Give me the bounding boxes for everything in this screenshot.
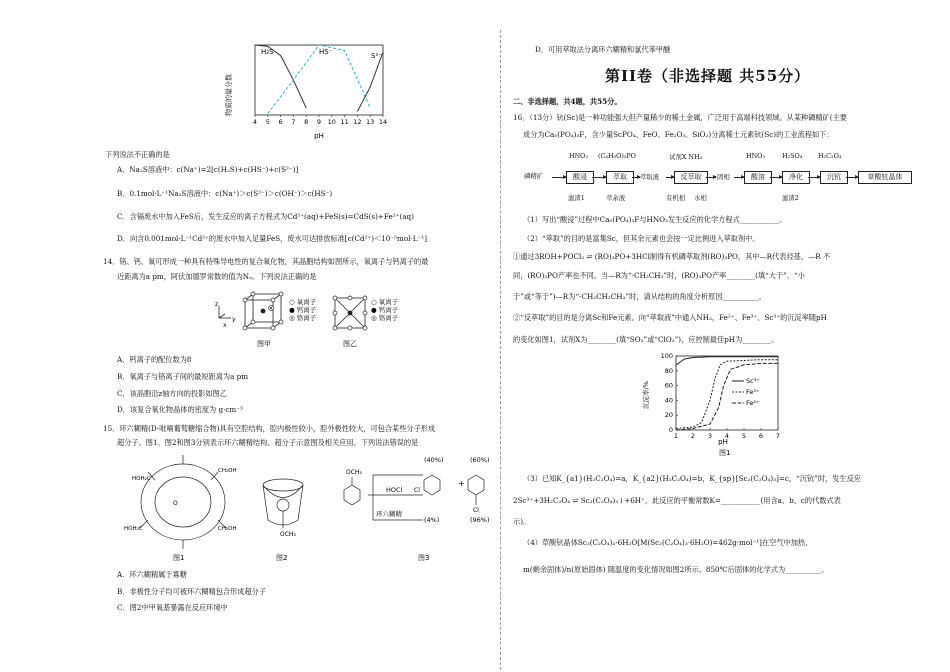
q14-stem-line1: 14．铬、钙、氧可形成一种具有特殊导电性的复合氧化物，其晶胞结构如图所示，氧离子与钙离子的最 (103, 257, 429, 266)
precipitation-chart (640, 350, 790, 458)
x-tick-label: 10 (327, 118, 336, 126)
q16-part4a: （4）草酸钪晶体Sc₂(C₂O₄)₃·6H₂O[M(Sc₂(C₂O₄)₃·6H₂O)=462g·mol⁻¹]在空气中加热， (523, 538, 813, 547)
svg-text:CH₂OH: CH₂OH (218, 526, 237, 532)
y-tick-label: 60 (664, 381, 673, 390)
legend-label: Fe³⁺ (746, 388, 760, 396)
flow-out-2: 萃余液 (606, 194, 626, 202)
chart-xlabel: pH (718, 438, 728, 446)
svg-text:y: y (232, 316, 236, 323)
y-tick-label: 80 (664, 366, 673, 375)
hocl-label: HOCl (386, 486, 403, 494)
q15-option-b: B．非极性分子均可被环六糊精包合形成超分子 (117, 587, 267, 596)
svg-text:OCH₃: OCH₃ (280, 531, 296, 538)
flow-out-1: 滤渣1 (568, 194, 585, 202)
plot-frame (676, 356, 778, 430)
q16-part3c: 示)。 (513, 517, 531, 526)
x-tick-label: 6 (758, 432, 764, 440)
series-line (676, 363, 778, 430)
x-tick-label: 2 (690, 432, 696, 440)
x-tick-label: 4 (252, 118, 258, 126)
series-line (357, 52, 383, 112)
x-tick-label: 8 (304, 118, 309, 126)
x-tick-label: 1 (673, 432, 679, 440)
cyclodextrin-figures (118, 450, 498, 565)
x-tick-label: 4 (724, 432, 730, 440)
flow-out-3a: 有机相 (666, 194, 686, 202)
x-tick-label: 6 (278, 118, 283, 126)
flow-reagent-4: HNO₃ (746, 152, 765, 160)
q14-option-a: A．钙离子的配位数为8 (117, 355, 192, 364)
svg-text:HOH₂C: HOH₂C (124, 526, 143, 532)
flow-reagent-6: H₂C₂O₄ (818, 152, 842, 160)
legend-calcium-2: ● 钙离子 (371, 306, 399, 314)
chart-ylabel: 沉淀率/% (642, 381, 650, 409)
svg-text:x: x (223, 322, 227, 329)
yield-96: (96%) (470, 516, 490, 524)
q16-part2e: 的变化如图1，试剂X为________(填“SO₂”或“ClO₂”)，应控制最佳pH为________。 (513, 335, 779, 344)
y-axis-label: 物质的量分数 (225, 74, 233, 116)
svg-text:Cl: Cl (473, 507, 479, 514)
legend-oxygen: ○ 氧离子 (289, 298, 317, 306)
yield-4: (4%) (424, 516, 440, 524)
x-tick-label: 12 (353, 118, 362, 126)
legend-label: Sc³⁺ (746, 377, 760, 385)
fig1-right-caption: 图1 (719, 449, 731, 457)
x-tick-label: 9 (316, 118, 322, 126)
svg-text:OCH₃: OCH₃ (346, 469, 362, 476)
process-flow (524, 150, 944, 210)
q14-option-b: B．氧离子与铬离子间的最短距离为a pm (117, 372, 249, 381)
flow-mid-1: 萃取液 (640, 173, 660, 181)
flow-box-purify: 净化 (782, 171, 810, 184)
flow-reagent-5: H₂SO₄ (782, 152, 803, 160)
q16-part1: （1）写出“酸浸”过程中Ca₅(PO₄)₃F与HNO₃发生反应的化学方程式___________。 (523, 215, 787, 224)
legend-oxygen-2: ○ 氧离子 (371, 298, 399, 306)
x-tick-label: 13 (366, 118, 375, 126)
q16-part2b: 同，(RO)₃PO产率也不同。当—R为“-CH₂CH₃”时，(RO)₃PO产率________(填“大于”、“小 (513, 271, 805, 280)
q16-part3a: （3）已知K_{a1}(H₂C₂O₄)=a，K_{a2}(H₂C₂O₄)=b，K_{sp}[Sc₂(C₂O₄)₃]=c，“沉钪”时，发生反应 (523, 474, 861, 483)
flow-box-product: 草酸钪晶体 (858, 171, 912, 184)
x-tick-label: 7 (775, 432, 781, 440)
q15-stem-line1: 15．环六糊精(D-吡喃葡萄糖缩合物)具有空腔结构，腔内极性较小，腔外极性较大，可包合某些分子形成 (103, 424, 436, 433)
series-label: HS⁻ (319, 48, 333, 56)
q15-option-d: D．可用萃取法分离环六糊精和氯代苯甲醚 (535, 45, 671, 54)
legend-label: Fe²⁺ (746, 399, 760, 407)
flow-reagent-3: 试剂X NH₃ (669, 153, 703, 161)
flow-out-5: 滤渣2 (782, 194, 799, 202)
y-tick-label: 40 (664, 396, 673, 405)
fig-yi-caption: 图乙 (343, 340, 357, 348)
q16-part4b: m(剩余固体)/n(原始固体) 随温度的变化情况如图2所示。850℃后固体的化学式为__________。 (523, 565, 829, 574)
q13-option-b: B．0.1mol·L⁻¹Na₂S溶液中：c(Na⁺)＞c(S²⁻)＞c(OH⁻)＞c(HS⁻) (117, 189, 333, 198)
flow-out-3b: 水相 (694, 194, 707, 202)
svg-text:O: O (173, 500, 178, 507)
column-divider (500, 30, 501, 670)
flow-box-acid-leach: 酸浸 (566, 171, 594, 184)
flow-box-acid-dissolve: 酸溶 (744, 171, 772, 184)
q16-part3b: 2Sc³⁺+3H₂C₂O₄ ⇌ Sc₂(C₂O₄)₃↓+6H⁺，此反应的平衡常数K=___________(用含a、b、c的代数式表 (513, 496, 841, 505)
flow-mid-2: 固相 (717, 173, 730, 181)
q13-option-d: D．向含0.001mol·L⁻¹Cd²⁺的废水中加入足量FeS，废水可达排放标准[c(Cd²⁺)＜10⁻⁵mol·L⁻¹] (117, 234, 428, 243)
fig1-caption: 图1 (173, 554, 185, 562)
q13-prompt: 下列说法不正确的是 (105, 150, 170, 159)
fig3-caption: 图3 (418, 554, 430, 562)
legend-calcium: ● 钙离子 (289, 306, 317, 314)
fig2-caption: 图2 (276, 554, 288, 562)
q15-option-a: A．环六糊精属于寡糖 (117, 570, 187, 579)
q15-stem-line2: 超分子。图1、图2和图3分别表示环六糊精结构、超分子示意图及相关应用。下列说法错误的是 (117, 438, 419, 447)
x-tick-label: 5 (265, 118, 270, 126)
yield-60: (60%) (470, 456, 490, 464)
q16-stem-line2: 成分为Ca₅(PO₄)₃F，含少量ScPO₄、FeO、Fe₂O₃、SiO₂)分离稀土元素钪(Sc)的工业流程如下： (523, 130, 834, 139)
series-label: S²⁻ (371, 52, 382, 60)
q15-option-c: C．图2中甲氧基暴露在反应环境中 (117, 603, 228, 612)
svg-text:HOH₂C: HOH₂C (132, 476, 151, 482)
y-tick-label: 100 (660, 352, 673, 360)
flow-reagent-1: HNO₃ (569, 152, 588, 160)
q13-option-c: C．含镉废水中加入FeS后，发生反应的离子方程式为Cd²⁺(aq)+FeS(s)=CdS(s)+Fe²⁺(aq) (117, 212, 414, 221)
section-intro: 二、非选择题，共4题，共55分。 (513, 97, 622, 106)
fig-jia-caption: 图甲 (257, 340, 271, 348)
svg-text:z: z (215, 301, 219, 308)
species-fraction-chart (225, 40, 395, 140)
flow-start: 磷精矿 (524, 172, 544, 180)
y-tick-label: 0 (668, 426, 673, 434)
svg-text:+: + (458, 479, 465, 488)
x-tick-label: 11 (340, 118, 349, 126)
x-tick-label: 7 (291, 118, 296, 126)
cyclodextrin-label: 环六糊精 (376, 510, 402, 518)
q13-option-a: A．Na₂S溶液中：c(Na⁺)=2[c(H₂S)+c(HS⁻)+c(S²⁻)] (117, 165, 299, 174)
flow-reagent-2: (C₄H₉O)₃PO (598, 152, 636, 160)
series-label: H₂S (261, 48, 274, 56)
q14-option-c: C．该晶胞沿z轴方向的投影如图乙 (117, 389, 227, 398)
flow-box-extraction: 萃取 (606, 171, 634, 184)
q16-part2c: 于”或“等于”)—R为“-CH₂CH₂CH₃”时，请从结构的角度分析原因__________。 (513, 292, 766, 301)
x-tick-label: 3 (707, 432, 713, 440)
legend-chromium-2: ◎ 铬离子 (371, 314, 399, 322)
crystal-figures (205, 290, 410, 352)
yield-40: (40%) (424, 456, 444, 464)
q14-option-d: D．该复合氧化物晶体的密度为 g·cm⁻³ (117, 405, 243, 414)
flow-box-back-extraction: 反萃取 (674, 171, 708, 184)
q16-stem-line1: 16．（13分）钪(Sc)是一种功能强大但产量稀少的稀土金属，广泛用于高端科技领域。从某种磷精矿(主要 (513, 113, 847, 122)
q16-part2d: ②“反萃取”的目的是分离Sc和Fe元素。向“萃取液”中通入NH₃，Fe²⁺、Fe³⁺、Sc³⁺的沉淀率随pH (513, 313, 827, 322)
flow-box-precipitate: 沉钪 (820, 171, 848, 184)
y-tick-label: 20 (664, 411, 673, 420)
x-axis-label: pH (314, 132, 324, 140)
section-title: 第II卷（非选择题 共55分） (605, 67, 811, 85)
series-line (676, 360, 778, 429)
svg-text:Cl: Cl (414, 487, 420, 494)
q16-part2: （2）“萃取”的目的是富集Sc，但其余元素也会按一定比例进入萃取剂中。 (523, 234, 760, 243)
svg-text:CH₂OH: CH₂OH (218, 468, 237, 474)
legend-chromium: ◎ 铬离子 (289, 314, 317, 322)
x-tick-label: 14 (378, 118, 388, 126)
x-tick-label: 5 (741, 432, 747, 440)
q16-part2a: ①通过3ROH+POCl₃ ⇌ (RO)₃PO+3HCl制得有机磷萃取剂(RO)₃PO，其中—R代表烃基，—R 不 (513, 252, 831, 261)
q14-stem-line2: 近距离为a pm，阿伏加德罗常数的值为Nₐ。下列说法正确的是 (117, 272, 317, 281)
